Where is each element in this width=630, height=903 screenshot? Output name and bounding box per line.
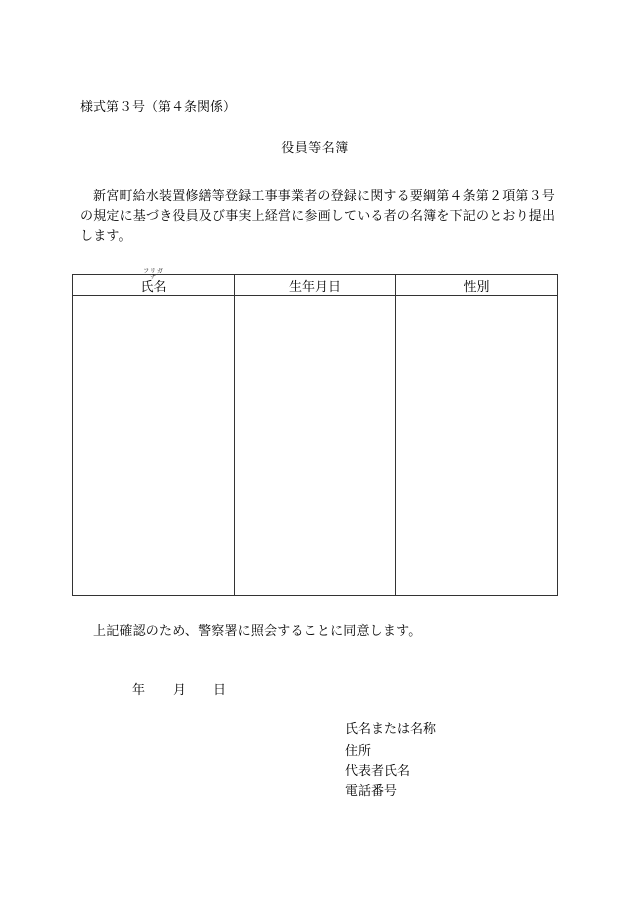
signature-address-label: 住所	[345, 744, 372, 759]
column-header-gender: 性別	[396, 275, 558, 296]
name-entry-cell[interactable]	[73, 296, 235, 596]
document-title: 役員等名簿	[281, 141, 349, 156]
column-header-name	[73, 267, 235, 296]
body-paragraph: 新宮町給水装置修繕等登録工事事業者の登録に関する要綱第４条第２項第３号の規定に基づき役員及び事実上経営に参画している者の名簿を下記のとおり提出します。	[80, 189, 556, 244]
column-header-birthdate: 生年月日	[235, 275, 396, 296]
signature-name-label: 氏名または名称	[345, 722, 437, 737]
gender-entry-cell[interactable]	[396, 296, 558, 596]
table-header-row	[73, 275, 558, 296]
name-header-label: 氏名	[140, 279, 167, 295]
birthdate-entry-cell[interactable]	[235, 296, 396, 596]
consent-statement: 上記確認のため、警察署に照会することに同意します。	[93, 624, 422, 639]
name-header-ruby: フリガナ	[143, 267, 164, 281]
date-month-label: 月	[173, 683, 187, 698]
name-header-with-ruby	[140, 267, 167, 295]
table-entry-row	[73, 296, 558, 596]
form-number: 様式第３号（第４条関係）	[80, 100, 237, 115]
signature-representative-label: 代表者氏名	[345, 764, 411, 779]
officer-roster-table	[72, 267, 558, 596]
date-year-label: 年	[132, 683, 146, 698]
date-day-label: 日	[213, 683, 227, 698]
signature-phone-label: 電話番号	[345, 784, 398, 799]
